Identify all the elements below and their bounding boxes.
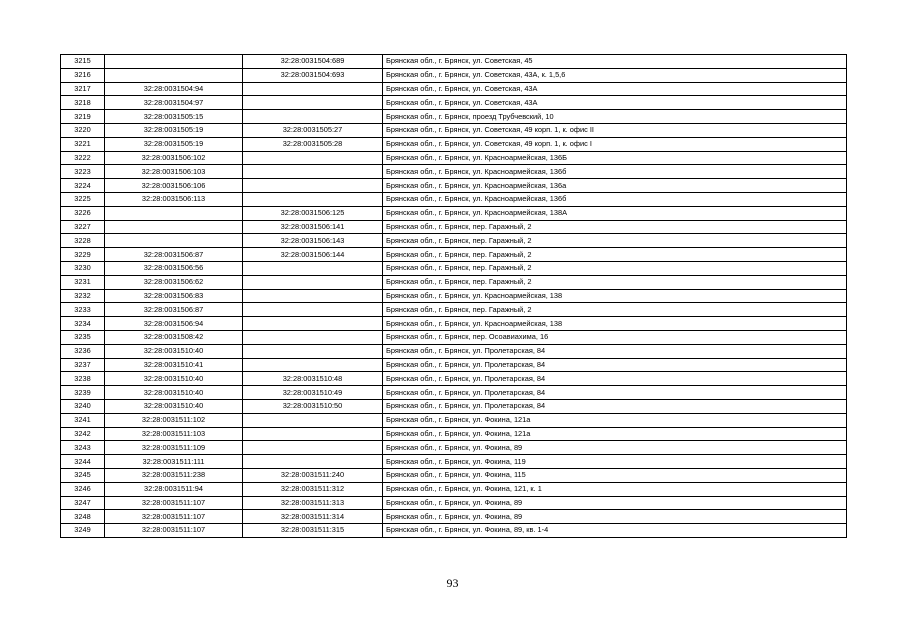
row-number-cell: 3224 bbox=[61, 179, 105, 193]
cadastral-number-cell: 32:28:0031506:113 bbox=[105, 192, 243, 206]
address-cell: Брянская обл., г. Брянск, пер. Осоавиахима, 16 bbox=[383, 330, 847, 344]
cadastral-number-cell: 32:28:0031505:19 bbox=[105, 137, 243, 151]
table-row bbox=[61, 399, 847, 413]
row-number-cell: 3245 bbox=[61, 468, 105, 482]
address-cell: Брянская обл., г. Брянск, ул. Фокина, 89, кв. 1-4 bbox=[383, 524, 847, 538]
table-row bbox=[61, 220, 847, 234]
object-number-cell: 32:28:0031511:315 bbox=[243, 524, 383, 538]
address-cell: Брянская обл., г. Брянск, пер. Гаражный, 2 bbox=[383, 248, 847, 262]
table-row bbox=[61, 524, 847, 538]
cadastral-number-cell: 32:28:0031506:83 bbox=[105, 289, 243, 303]
cadastral-number-cell bbox=[105, 220, 243, 234]
cadastral-number-cell: 32:28:0031511:107 bbox=[105, 524, 243, 538]
object-number-cell bbox=[243, 455, 383, 469]
cadastral-number-cell: 32:28:0031511:94 bbox=[105, 482, 243, 496]
cadastral-number-cell: 32:28:0031506:102 bbox=[105, 151, 243, 165]
cadastral-number-cell: 32:28:0031506:94 bbox=[105, 317, 243, 331]
address-cell: Брянская обл., г. Брянск, ул. Красноармейская, 138А bbox=[383, 206, 847, 220]
address-cell: Брянская обл., г. Брянск, ул. Советская, 45 bbox=[383, 55, 847, 69]
object-number-cell bbox=[243, 82, 383, 96]
object-number-cell bbox=[243, 275, 383, 289]
object-number-cell: 32:28:0031506:143 bbox=[243, 234, 383, 248]
object-number-cell: 32:28:0031510:50 bbox=[243, 399, 383, 413]
row-number-cell: 3240 bbox=[61, 399, 105, 413]
cadastral-number-cell: 32:28:0031506:103 bbox=[105, 165, 243, 179]
table-row bbox=[61, 455, 847, 469]
address-cell: Брянская обл., г. Брянск, пер. Гаражный, 2 bbox=[383, 275, 847, 289]
address-cell: Брянская обл., г. Брянск, ул. Фокина, 121а bbox=[383, 427, 847, 441]
table-row bbox=[61, 179, 847, 193]
row-number-cell: 3239 bbox=[61, 386, 105, 400]
address-cell: Брянская обл., г. Брянск, ул. Фокина, 89 bbox=[383, 510, 847, 524]
table-row bbox=[61, 137, 847, 151]
address-cell: Брянская обл., г. Брянск, пер. Гаражный, 2 bbox=[383, 303, 847, 317]
address-cell: Брянская обл., г. Брянск, ул. Красноармейская, 138 bbox=[383, 317, 847, 331]
address-cell: Брянская обл., г. Брянск, ул. Красноармейская, 136б bbox=[383, 165, 847, 179]
cadastral-number-cell: 32:28:0031504:97 bbox=[105, 96, 243, 110]
cadastral-number-cell: 32:28:0031506:62 bbox=[105, 275, 243, 289]
cadastral-number-cell: 32:28:0031511:109 bbox=[105, 441, 243, 455]
address-cell: Брянская обл., г. Брянск, ул. Советская, 49 корп. 1, к. офис I bbox=[383, 137, 847, 151]
cadastral-number-cell: 32:28:0031506:56 bbox=[105, 261, 243, 275]
cadastral-number-cell: 32:28:0031506:106 bbox=[105, 179, 243, 193]
row-number-cell: 3237 bbox=[61, 358, 105, 372]
object-number-cell: 32:28:0031511:312 bbox=[243, 482, 383, 496]
address-cell: Брянская обл., г. Брянск, ул. Фокина, 89 bbox=[383, 496, 847, 510]
cadastral-number-cell: 32:28:0031511:107 bbox=[105, 496, 243, 510]
table-row bbox=[61, 358, 847, 372]
table-row bbox=[61, 192, 847, 206]
table-row bbox=[61, 261, 847, 275]
object-number-cell: 32:28:0031506:144 bbox=[243, 248, 383, 262]
row-number-cell: 3236 bbox=[61, 344, 105, 358]
row-number-cell: 3242 bbox=[61, 427, 105, 441]
object-number-cell: 32:28:0031506:125 bbox=[243, 206, 383, 220]
object-number-cell bbox=[243, 441, 383, 455]
object-number-cell bbox=[243, 330, 383, 344]
object-number-cell: 32:28:0031505:27 bbox=[243, 123, 383, 137]
cadastral-number-cell: 32:28:0031510:40 bbox=[105, 386, 243, 400]
cadastral-number-cell: 32:28:0031510:40 bbox=[105, 344, 243, 358]
table-row bbox=[61, 510, 847, 524]
address-cell: Брянская обл., г. Брянск, пер. Гаражный, 2 bbox=[383, 234, 847, 248]
row-number-cell: 3238 bbox=[61, 372, 105, 386]
cadastral-number-cell: 32:28:0031511:102 bbox=[105, 413, 243, 427]
address-cell: Брянская обл., г. Брянск, ул. Пролетарская, 84 bbox=[383, 344, 847, 358]
table-row bbox=[61, 441, 847, 455]
table-row bbox=[61, 330, 847, 344]
address-cell: Брянская обл., г. Брянск, ул. Фокина, 121а bbox=[383, 413, 847, 427]
table-row bbox=[61, 206, 847, 220]
cadastral-number-cell: 32:28:0031504:94 bbox=[105, 82, 243, 96]
object-number-cell bbox=[243, 110, 383, 124]
object-number-cell: 32:28:0031510:49 bbox=[243, 386, 383, 400]
address-cell: Брянская обл., г. Брянск, ул. Пролетарская, 84 bbox=[383, 399, 847, 413]
address-cell: Брянская обл., г. Брянск, ул. Советская, 49 корп. 1, к. офис II bbox=[383, 123, 847, 137]
table-row bbox=[61, 303, 847, 317]
table-row bbox=[61, 413, 847, 427]
row-number-cell: 3222 bbox=[61, 151, 105, 165]
cadastral-number-cell: 32:28:0031505:19 bbox=[105, 123, 243, 137]
object-number-cell: 32:28:0031510:48 bbox=[243, 372, 383, 386]
object-number-cell bbox=[243, 165, 383, 179]
object-number-cell: 32:28:0031511:314 bbox=[243, 510, 383, 524]
table-row bbox=[61, 151, 847, 165]
address-cell: Брянская обл., г. Брянск, проезд Трубчевский, 10 bbox=[383, 110, 847, 124]
object-number-cell bbox=[243, 179, 383, 193]
table-row bbox=[61, 289, 847, 303]
row-number-cell: 3243 bbox=[61, 441, 105, 455]
cadastral-number-cell: 32:28:0031508:42 bbox=[105, 330, 243, 344]
address-cell: Брянская обл., г. Брянск, ул. Фокина, 115 bbox=[383, 468, 847, 482]
table-row bbox=[61, 165, 847, 179]
cadastral-number-cell: 32:28:0031510:40 bbox=[105, 399, 243, 413]
address-cell: Брянская обл., г. Брянск, ул. Красноармейская, 138 bbox=[383, 289, 847, 303]
cadastral-number-cell: 32:28:0031506:87 bbox=[105, 248, 243, 262]
address-cell: Брянская обл., г. Брянск, ул. Красноармейская, 136б bbox=[383, 192, 847, 206]
cadastral-number-cell: 32:28:0031511:107 bbox=[105, 510, 243, 524]
page-number: 93 bbox=[446, 576, 459, 590]
object-number-cell: 32:28:0031504:693 bbox=[243, 68, 383, 82]
address-cell: Брянская обл., г. Брянск, ул. Фокина, 119 bbox=[383, 455, 847, 469]
row-number-cell: 3226 bbox=[61, 206, 105, 220]
object-number-cell bbox=[243, 192, 383, 206]
cadastral-number-cell bbox=[105, 234, 243, 248]
object-number-cell bbox=[243, 317, 383, 331]
cadastral-number-cell bbox=[105, 68, 243, 82]
row-number-cell: 3246 bbox=[61, 482, 105, 496]
table-row bbox=[61, 386, 847, 400]
row-number-cell: 3241 bbox=[61, 413, 105, 427]
row-number-cell: 3229 bbox=[61, 248, 105, 262]
table-row bbox=[61, 82, 847, 96]
object-number-cell bbox=[243, 303, 383, 317]
row-number-cell: 3249 bbox=[61, 524, 105, 538]
row-number-cell: 3223 bbox=[61, 165, 105, 179]
object-number-cell bbox=[243, 413, 383, 427]
cadastral-number-cell: 32:28:0031511:111 bbox=[105, 455, 243, 469]
row-number-cell: 3220 bbox=[61, 123, 105, 137]
table-row bbox=[61, 468, 847, 482]
table-row bbox=[61, 372, 847, 386]
table-row bbox=[61, 248, 847, 262]
address-cell: Брянская обл., г. Брянск, ул. Красноармейская, 136а bbox=[383, 179, 847, 193]
row-number-cell: 3218 bbox=[61, 96, 105, 110]
row-number-cell: 3247 bbox=[61, 496, 105, 510]
object-number-cell: 32:28:0031511:313 bbox=[243, 496, 383, 510]
table-row bbox=[61, 96, 847, 110]
cadastral-number-cell: 32:28:0031510:40 bbox=[105, 372, 243, 386]
table-row bbox=[61, 55, 847, 69]
object-number-cell bbox=[243, 427, 383, 441]
table-row bbox=[61, 317, 847, 331]
object-number-cell bbox=[243, 358, 383, 372]
cadastral-number-cell: 32:28:0031511:238 bbox=[105, 468, 243, 482]
cadastral-number-cell: 32:28:0031505:15 bbox=[105, 110, 243, 124]
object-number-cell bbox=[243, 96, 383, 110]
object-number-cell bbox=[243, 344, 383, 358]
address-cell: Брянская обл., г. Брянск, пер. Гаражный, 2 bbox=[383, 220, 847, 234]
table-row bbox=[61, 275, 847, 289]
row-number-cell: 3248 bbox=[61, 510, 105, 524]
row-number-cell: 3215 bbox=[61, 55, 105, 69]
table-body bbox=[61, 55, 847, 538]
address-cell: Брянская обл., г. Брянск, ул. Красноармейская, 136Б bbox=[383, 151, 847, 165]
object-number-cell: 32:28:0031511:240 bbox=[243, 468, 383, 482]
address-cell: Брянская обл., г. Брянск, пер. Гаражный, 2 bbox=[383, 261, 847, 275]
table-row bbox=[61, 482, 847, 496]
cadastral-number-cell: 32:28:0031511:103 bbox=[105, 427, 243, 441]
row-number-cell: 3231 bbox=[61, 275, 105, 289]
row-number-cell: 3221 bbox=[61, 137, 105, 151]
table-row bbox=[61, 344, 847, 358]
object-number-cell: 32:28:0031506:141 bbox=[243, 220, 383, 234]
row-number-cell: 3235 bbox=[61, 330, 105, 344]
row-number-cell: 3230 bbox=[61, 261, 105, 275]
address-cell: Брянская обл., г. Брянск, ул. Советская, 43А bbox=[383, 96, 847, 110]
row-number-cell: 3225 bbox=[61, 192, 105, 206]
cadastral-number-cell bbox=[105, 55, 243, 69]
address-cell: Брянская обл., г. Брянск, ул. Советская, 43А bbox=[383, 82, 847, 96]
row-number-cell: 3227 bbox=[61, 220, 105, 234]
row-number-cell: 3216 bbox=[61, 68, 105, 82]
table-row bbox=[61, 427, 847, 441]
address-cell: Брянская обл., г. Брянск, ул. Фокина, 89 bbox=[383, 441, 847, 455]
table-row bbox=[61, 496, 847, 510]
row-number-cell: 3217 bbox=[61, 82, 105, 96]
row-number-cell: 3234 bbox=[61, 317, 105, 331]
row-number-cell: 3232 bbox=[61, 289, 105, 303]
address-cell: Брянская обл., г. Брянск, ул. Пролетарская, 84 bbox=[383, 358, 847, 372]
row-number-cell: 3244 bbox=[61, 455, 105, 469]
object-number-cell bbox=[243, 289, 383, 303]
table-row bbox=[61, 123, 847, 137]
address-cell: Брянская обл., г. Брянск, ул. Фокина, 121, к. 1 bbox=[383, 482, 847, 496]
cadastral-number-cell: 32:28:0031510:41 bbox=[105, 358, 243, 372]
object-number-cell: 32:28:0031505:28 bbox=[243, 137, 383, 151]
table-row bbox=[61, 68, 847, 82]
table-row bbox=[61, 110, 847, 124]
address-cell: Брянская обл., г. Брянск, ул. Пролетарская, 84 bbox=[383, 386, 847, 400]
table-row bbox=[61, 234, 847, 248]
object-number-cell bbox=[243, 151, 383, 165]
row-number-cell: 3219 bbox=[61, 110, 105, 124]
row-number-cell: 3228 bbox=[61, 234, 105, 248]
cadastral-table bbox=[60, 54, 847, 538]
address-cell: Брянская обл., г. Брянск, ул. Пролетарская, 84 bbox=[383, 372, 847, 386]
address-cell: Брянская обл., г. Брянск, ул. Советская, 43А, к. 1,5,6 bbox=[383, 68, 847, 82]
cadastral-number-cell bbox=[105, 206, 243, 220]
object-number-cell: 32:28:0031504:689 bbox=[243, 55, 383, 69]
cadastral-number-cell: 32:28:0031506:87 bbox=[105, 303, 243, 317]
row-number-cell: 3233 bbox=[61, 303, 105, 317]
object-number-cell bbox=[243, 261, 383, 275]
